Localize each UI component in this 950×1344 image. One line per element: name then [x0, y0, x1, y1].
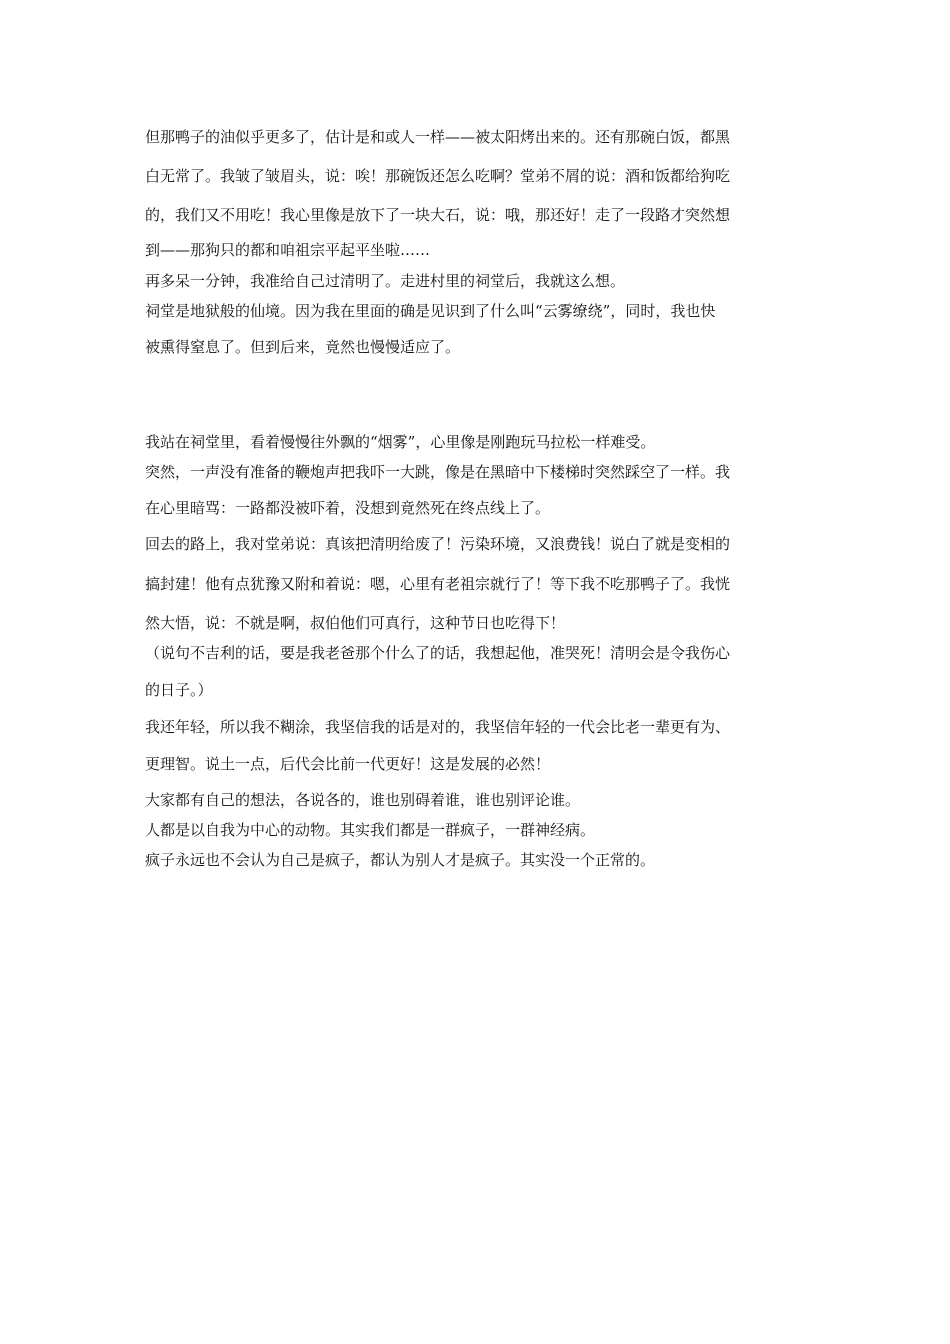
- paragraph-3: [145, 297, 807, 369]
- paragraph-5: [145, 457, 807, 529]
- text-line: 回去的路上，我对堂弟说：真该把清明给废了！污染环境，又浪费钱！说白了就是变相的: [145, 535, 731, 553]
- text-line: 人都是以自我为中心的动物。其实我们都是一群疯子，一群神经病。: [145, 821, 596, 839]
- paragraph-4: [145, 427, 807, 457]
- text-line: 祠堂是地狱般的仙境。因为我在里面的确是见识到了什么叫“云雾缭绕”，同时，我也快: [145, 302, 716, 320]
- text-line: 更理智。说土一点，后代会比前一代更好！这是发展的必然！: [145, 755, 551, 773]
- document-body: [145, 118, 807, 875]
- text-line: 再多呆一分钟，我准给自己过清明了。走进村里的祠堂后，我就这么想。: [145, 272, 626, 290]
- text-line: 在心里暗骂：一路都没被吓着，没想到竟然死在终点线上了。: [145, 499, 551, 517]
- paragraph-8: [145, 711, 807, 785]
- paragraph-10: [145, 815, 807, 845]
- text-line: 我站在祠堂里，看着慢慢往外飘的“烟雾”，心里像是刚跑玩马拉松一样难受。: [145, 433, 656, 451]
- text-line: （说句不吉利的话，要是我老爸那个什么了的话，我想起他，准哭死！清明会是令我伤心: [145, 644, 731, 662]
- text-line: 疯子永远也不会认为自己是疯子，都认为别人才是疯子。其实没一个正常的。: [145, 851, 656, 869]
- paragraph-11: [145, 845, 807, 875]
- text-line: 但那鸭子的油似乎更多了，估计是和或人一样——被太阳烤出来的。还有那碗白饭，都黑: [145, 128, 731, 146]
- text-line: 的日子。）: [145, 681, 213, 699]
- text-line: 白无常了。我皱了皱眉头，说：唉！那碗饭还怎么吃啊？堂弟不屑的说：酒和饭都给狗吃: [145, 167, 731, 185]
- paragraph-7: [145, 637, 807, 711]
- paragraph-9: [145, 785, 807, 815]
- text-line: 我还年轻，所以我不糊涂，我坚信我的话是对的，我坚信年轻的一代会比老一辈更有为、: [145, 718, 731, 736]
- paragraph-2: [145, 265, 807, 297]
- text-line: 大家都有自己的想法，各说各的，谁也别碍着谁，谁也别评论谁。: [145, 791, 581, 809]
- text-line: 搞封建！他有点犹豫又附和着说：嗯，心里有老祖宗就行了！等下我不吃那鸭子了。我恍: [145, 575, 731, 593]
- blank-line: [145, 369, 807, 427]
- paragraph-1: [145, 118, 807, 265]
- paragraph-6: [145, 529, 807, 637]
- text-line: 然大悟，说：不就是啊，叔伯他们可真行，这种节日也吃得下！: [145, 614, 566, 632]
- text-line: 突然，一声没有准备的鞭炮声把我吓一大跳，像是在黑暗中下楼梯时突然踩空了一样。我: [145, 463, 731, 481]
- text-line: 到——那狗只的都和咱祖宗平起平坐啦……: [145, 241, 431, 259]
- text-line: 被熏得窒息了。但到后来，竟然也慢慢适应了。: [145, 338, 461, 356]
- text-line: 的，我们又不用吃！我心里像是放下了一块大石，说：哦，那还好！走了一段路才突然想: [145, 206, 731, 224]
